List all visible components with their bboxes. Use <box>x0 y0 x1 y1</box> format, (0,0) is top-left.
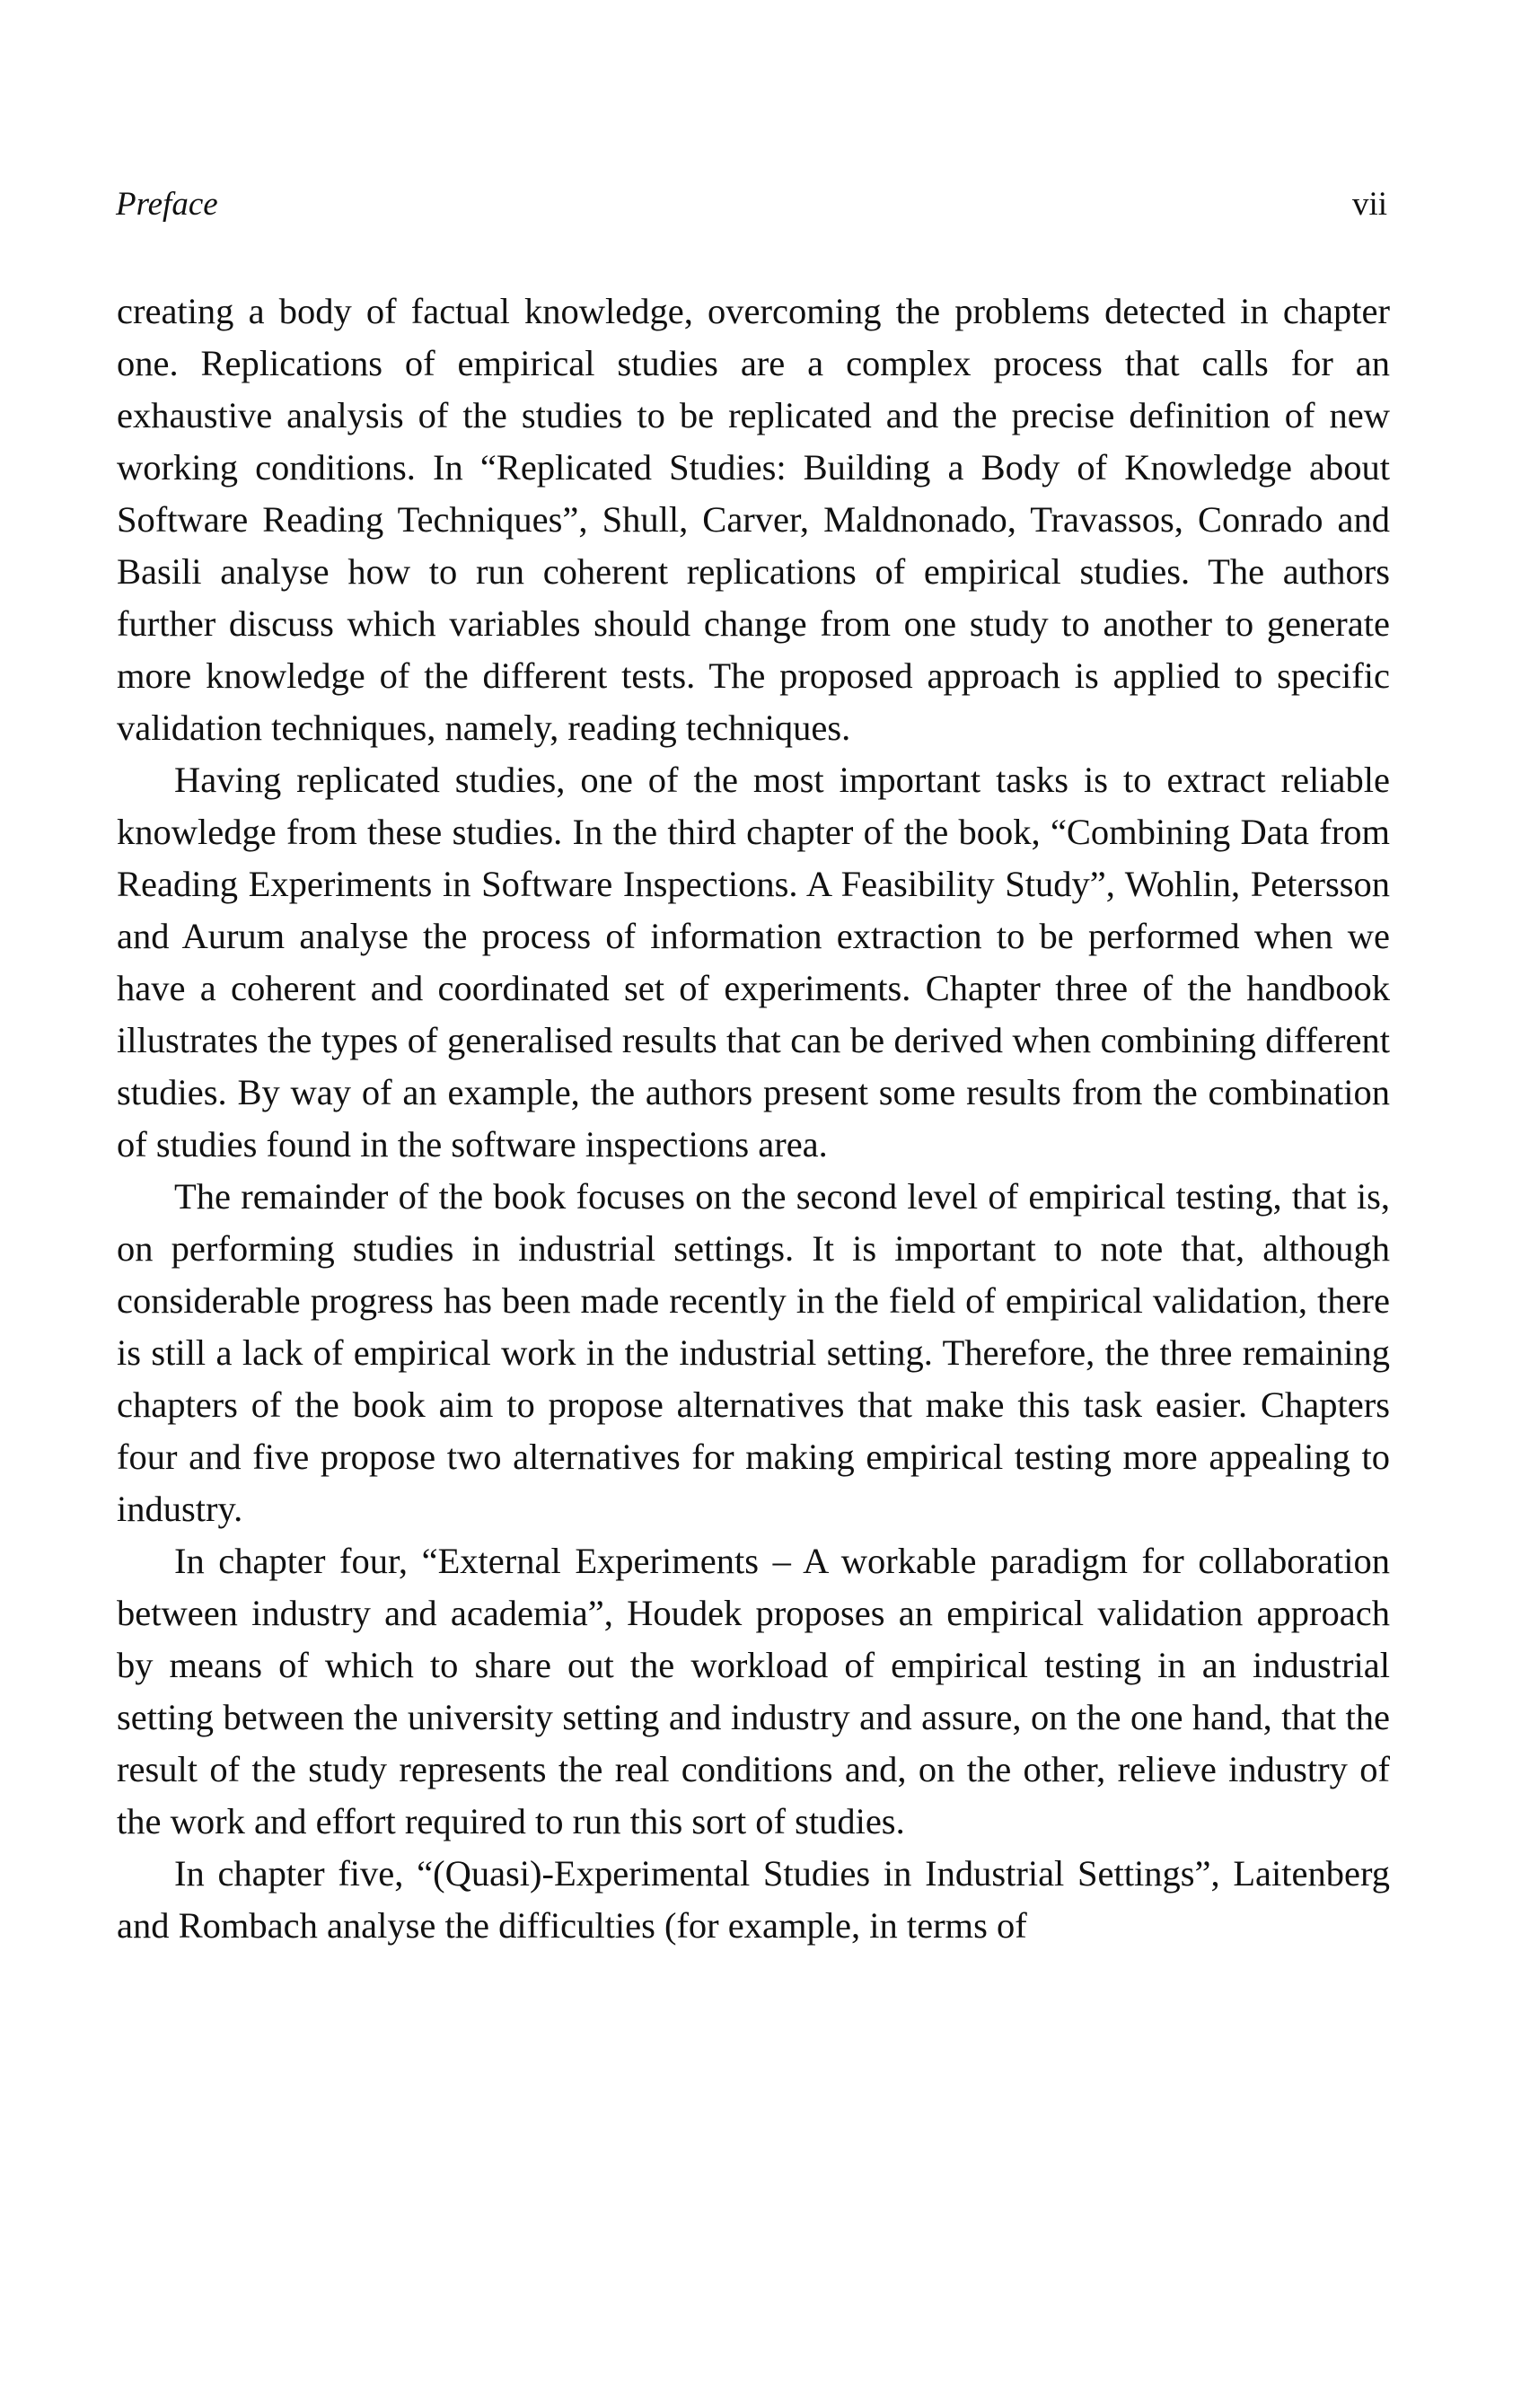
body-text <box>117 286 1390 1952</box>
running-title: Preface <box>116 186 218 223</box>
paragraph-1: creating a body of factual knowledge, overcoming the problems detected in chapter one. Replications of empirical studies are a complex process that calls for an exhaustive analysis of the studies to be replicated and the precise definition of new working conditions. In “Replicated Studies: Building a Body of Knowledge about Software Reading Techniques”, Shull, Carver, Maldnonado, Travassos, Conrado and Basili analyse how to run coherent replications of empirical studies. The authors further discuss which variables should change from one study to another to generate more knowledge of the different tests. The proposed approach is applied to specific validation techniques, namely, reading techniques. <box>117 291 1390 748</box>
paragraph-3: The remainder of the book focuses on the second level of empirical testing, that is, on performing studies in industrial settings. It is important to note that, although considerable progress has been made recently in the field of empirical validation, there is still a lack of empirical work in the industrial setting. Therefore, the three remaining chapters of the book aim to propose alternatives that make this task easier. Chapters four and five propose two alternatives for making empirical testing more appealing to industry. <box>117 1176 1390 1529</box>
paragraph-5: In chapter five, “(Quasi)-Experimental Studies in Industrial Settings”, Laitenberg and Rombach analyse the difficulties (for example, in terms of <box>117 1853 1390 1946</box>
paragraph-4: In chapter four, “External Experiments – A workable paradigm for collaboration between industry and academia”, Houdek proposes an empirical validation approach by means of which to share out the workload of empirical testing in an industrial setting between the university setting and industry and assure, on the one hand, that the result of the study represents the real conditions and, on the other, relieve industry of the work and effort required to run this sort of studies. <box>117 1541 1390 1841</box>
paragraph-2: Having replicated studies, one of the most important tasks is to extract reliable knowledge from these studies. In the third chapter of the book, “Combining Data from Reading Experiments in Software Inspections. A Feasibility Study”, Wohlin, Petersson and Aurum analyse the process of information extraction to be performed when we have a coherent and coordinated set of experiments. Chapter three of the handbook illustrates the types of generalised results that can be derived when combining different studies. By way of an example, the authors present some results from the combination of studies found in the software inspections area. <box>117 760 1390 1164</box>
page-number: vii <box>1351 186 1387 223</box>
running-header <box>116 178 1387 232</box>
